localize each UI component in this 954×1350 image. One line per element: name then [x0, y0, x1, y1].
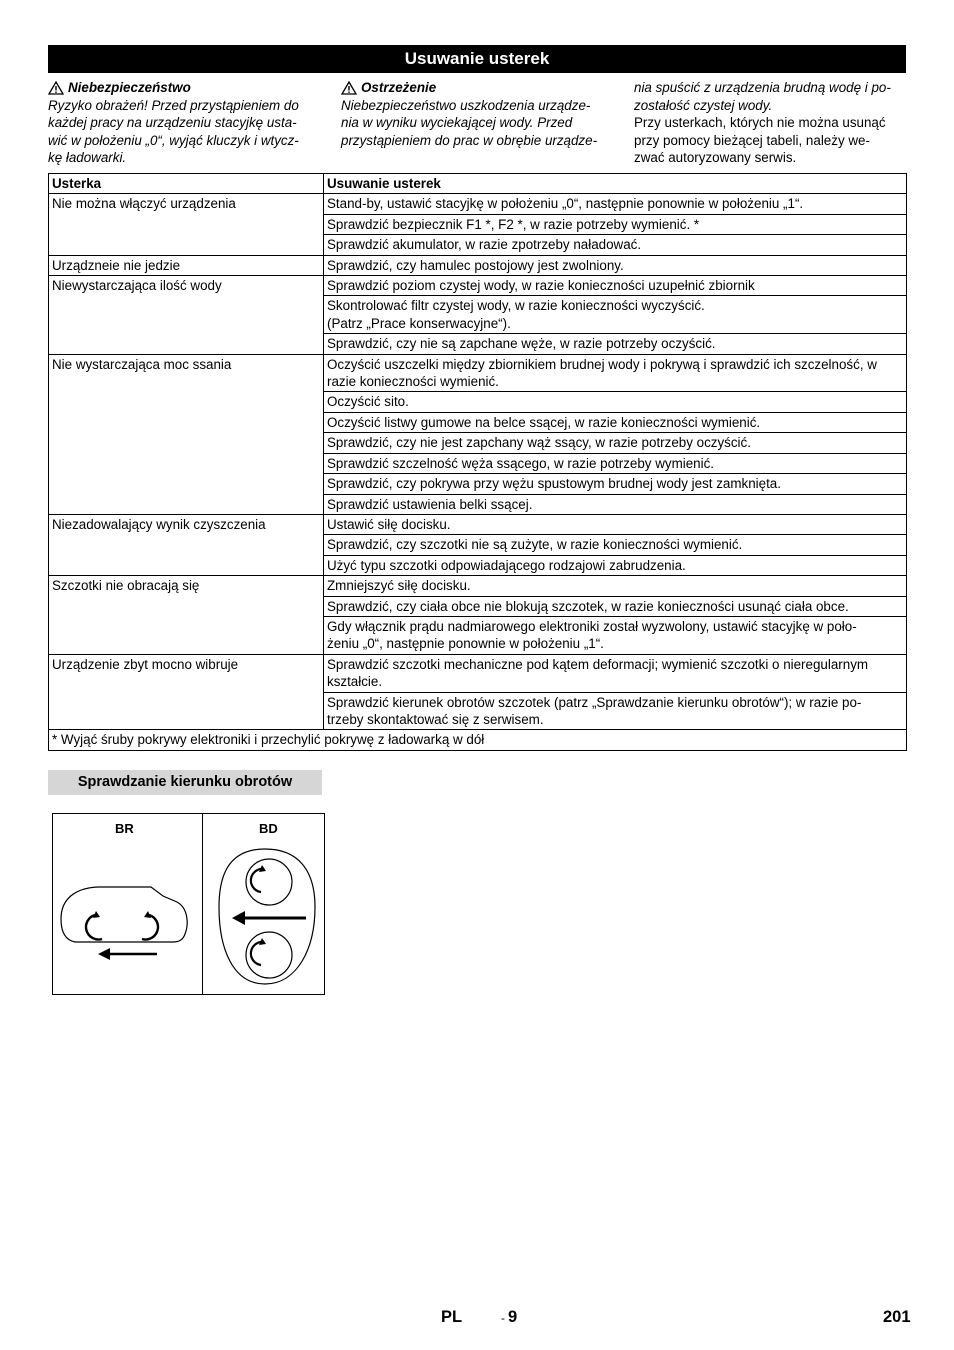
- remedy-cell: Sprawdzić szczotki mechaniczne pod kątem deformacji; wymienić szczotki o nieregularnym kształcie.: [324, 654, 907, 692]
- caution-text: [341, 97, 615, 150]
- table-row: [49, 354, 907, 392]
- remedy-cell: Sprawdzić, czy pokrywa przy wężu spustowym brudnej wody jest zamknięta.: [324, 474, 907, 494]
- table-footnote-row: [49, 730, 907, 750]
- danger-label: Niebezpieczeństwo: [68, 80, 191, 95]
- remedy-cell: Oczyścić sito.: [324, 392, 907, 412]
- remedy-cell: Sprawdzić, czy ciała obce nie blokują szczotek, w razie konieczności usunąć ciała obce.: [324, 596, 907, 616]
- remedy-cell: Sprawdzić, czy szczotki nie są zużyte, w razie konieczności wymienić.: [324, 535, 907, 555]
- danger-notice: [48, 79, 322, 167]
- footer-page-number: 201: [883, 1308, 911, 1326]
- remedy-cell: Sprawdzić akumulator, w razie zpotrzeby naładować.: [324, 235, 907, 255]
- remedy-cell: Sprawdzić poziom czystej wody, w razie konieczności uzupełnić zbiornik: [324, 276, 907, 296]
- fault-cell: Niewystarczająca ilość wody: [49, 276, 324, 355]
- figure-label-bd: BD: [259, 821, 278, 836]
- table-row: [49, 255, 907, 275]
- rotation-direction-figure: [52, 813, 325, 995]
- danger-text-line: Ryzyko obrażeń! Przed przystąpieniem do: [48, 97, 299, 113]
- caution-text-line: Niebezpieczeństwo uszkodzenia urządze-: [341, 97, 591, 113]
- fault-cell: Nie wystarczająca moc ssania: [49, 354, 324, 514]
- remedy-cell: Stand-by, ustawić stacyjkę w położeniu „0“, następnie ponownie w położeniu „1“.: [324, 194, 907, 214]
- fault-cell: Niezadowalający wynik czyszczenia: [49, 514, 324, 575]
- remedy-cell: Sprawdzić, czy hamulec postojowy jest zwolniony.: [324, 255, 907, 275]
- caution-text-continued: [634, 79, 909, 114]
- remedy-cell: Ustawić siłę docisku.: [324, 514, 907, 534]
- br-left-rotation-icon: [86, 915, 102, 940]
- intro-column: [634, 79, 909, 167]
- intro-text-line: Przy usterkach, których nie można usunąć: [634, 115, 886, 131]
- remedy-cell: Sprawdzić ustawienia belki ssącej.: [324, 494, 907, 514]
- danger-text-line: wić w położeniu „0“, wyjąć kluczyk i wtycz-: [48, 132, 299, 148]
- page-title: Usuwanie usterek: [48, 45, 906, 73]
- intro-text-line: zwać autoryzowany serwis.: [634, 150, 797, 166]
- bd-top-rotation-icon: [251, 869, 264, 892]
- remedy-cell: Użyć typu szczotki odpowiadającego rodzajowi zabrudzenia.: [324, 555, 907, 575]
- caution-text-line: nia spuścić z urządzenia brudną wodę i po-: [634, 80, 891, 95]
- table-row: [49, 514, 907, 534]
- danger-text-line: każdej pracy na urządzeniu stacyjkę usta-: [48, 115, 297, 131]
- footer-page: 9: [508, 1308, 518, 1326]
- table-footnote: * Wyjąć śruby pokrywy elektroniki i przechylić pokrywę z ładowarką w dół: [49, 730, 907, 750]
- danger-text: [48, 97, 322, 167]
- remedy-cell: Oczyścić uszczelki między zbiornikiem brudnej wody i pokrywą i sprawdzić ich szczelność, w razie konieczności wymienić.: [324, 354, 907, 392]
- remedy-cell: Sprawdzić kierunek obrotów szczotek (patrz „Sprawdzanie kierunku obrotów“); w razie po- trzeby skontaktować się z serwisem.: [324, 692, 907, 730]
- remedy-cell: Sprawdzić, czy nie są zapchane węże, w razie potrzeby oczyścić.: [324, 334, 907, 354]
- remedy-cell: Gdy włącznik prądu nadmiarowego elektroniki został wyzwolony, ustawić stacyjkę w poło- żeniu „0“, następnie ponownie w położeniu „1“.: [324, 616, 907, 654]
- caution-label: Ostrzeżenie: [361, 80, 437, 95]
- remedy-cell: Sprawdzić, czy nie jest zapchany wąż ssący, w razie potrzeby oczyścić.: [324, 433, 907, 453]
- caution-notice: [341, 79, 615, 149]
- caution-text-line: zostałość czystej wody.: [634, 97, 773, 113]
- remedy-cell: Zmniejszyć siłę docisku.: [324, 576, 907, 596]
- remedy-cell: Sprawdzić bezpiecznik F1 *, F2 *, w razie potrzeby wymienić. *: [324, 214, 907, 234]
- footer-language: PL: [441, 1308, 463, 1326]
- section-title: Sprawdzanie kierunku obrotów: [48, 770, 322, 795]
- footer-section-page: - 9: [501, 1308, 518, 1326]
- caution-text-line: przystąpieniem do prac w obrębie urządze-: [341, 132, 598, 148]
- warning-triangle-icon: [341, 81, 357, 95]
- rotation-diagram: [53, 814, 324, 994]
- table-row: [49, 276, 907, 296]
- table-row: [49, 576, 907, 596]
- caution-text-line: nia w wyniku wyciekającej wody. Przed: [341, 115, 573, 131]
- bd-bottom-brush: [246, 932, 292, 978]
- bd-top-brush: [246, 859, 292, 905]
- br-right-rotation-icon: [142, 915, 158, 940]
- remedy-cell: Sprawdzić szczelność węża ssącego, w razie potrzeby wymienić.: [324, 453, 907, 473]
- header-remedy: Usuwanie usterek: [324, 174, 907, 194]
- figure-label-br: BR: [115, 821, 134, 836]
- fault-cell: Szczotki nie obracają się: [49, 576, 324, 655]
- header-fault: Usterka: [49, 174, 324, 194]
- fault-cell: Urządzneie nie jedzie: [49, 255, 324, 275]
- table-row: [49, 194, 907, 214]
- troubleshooting-table: [48, 173, 907, 751]
- table-header-row: [49, 174, 907, 194]
- fault-cell: Urządzenie zbyt mocno wibruje: [49, 654, 324, 730]
- fault-cell: Nie można włączyć urządzenia: [49, 194, 324, 255]
- remedy-cell: Oczyścić listwy gumowe na belce ssącej, w razie konieczności wymienić.: [324, 412, 907, 432]
- table-row: [49, 654, 907, 692]
- bd-bottom-rotation-icon: [251, 942, 264, 965]
- danger-text-line: kę ładowarki.: [48, 150, 127, 166]
- remedy-cell: Skontrolować filtr czystej wody, w razie konieczności wyczyścić. (Patrz „Prace konserwacyjne“).: [324, 296, 907, 334]
- intro-text-line: przy pomocy bieżącej tabeli, należy we-: [634, 132, 870, 148]
- intro-text: [634, 114, 909, 167]
- br-machine-outline: [61, 887, 187, 942]
- warning-triangle-icon: [48, 81, 64, 95]
